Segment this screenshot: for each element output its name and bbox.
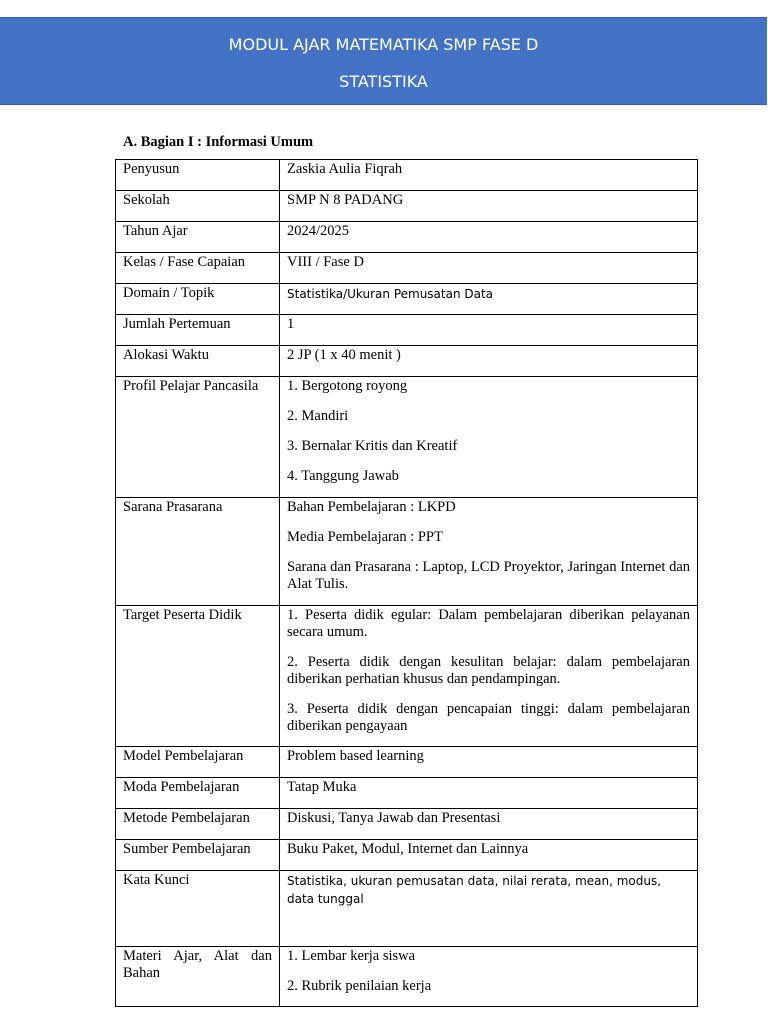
document-subtitle: STATISTIKA [339,72,428,91]
table-row [116,284,698,315]
info-table [115,159,698,1007]
row-label: Kata Kunci [116,871,280,947]
row-label: Model Pembelajaran [116,747,280,778]
row-value: 1. Peserta didik egular: Dalam pembelajaran diberikan pelayanan secara umum. 2. Peserta didik dengan kesulitan belajar: dalam pembelajaran diberikan perhatian khusus dan pendampingan. 3. Peserta didik dengan pencapaian tinggi: dalam pembelajaran diberikan pengayaan [280,606,698,747]
row-value: Problem based learning [280,747,698,778]
document-title: MODUL AJAR MATEMATIKA SMP FASE D [228,35,539,54]
row-value: Tatap Muka [280,778,698,809]
table-row [116,840,698,871]
row-value: 1. Bergotong royong 2. Mandiri 3. Bernalar Kritis dan Kreatif 4. Tanggung Jawab [280,377,698,498]
row-label: Target Peserta Didik [116,606,280,747]
row-value: Zaskia Aulia Fiqrah [280,160,698,191]
document-header-banner [0,17,767,105]
table-row [116,253,698,284]
row-label: Moda Pembelajaran [116,778,280,809]
row-label: Metode Pembelajaran [116,809,280,840]
table-row [116,809,698,840]
table-row [116,778,698,809]
table-row [116,191,698,222]
table-row [116,871,698,947]
row-label: Kelas / Fase Capaian [116,253,280,284]
row-label: Sarana Prasarana [116,498,280,606]
row-value: Buku Paket, Modul, Internet dan Lainnya [280,840,698,871]
row-label: Penyusun [116,160,280,191]
table-row [116,947,698,1007]
table-row [116,160,698,191]
row-label: Sekolah [116,191,280,222]
row-label: Materi Ajar, Alat dan Bahan [116,947,280,1007]
table-row [116,606,698,747]
row-value: SMP N 8 PADANG [280,191,698,222]
row-value: 2 JP (1 x 40 menit ) [280,346,698,377]
row-value: 2024/2025 [280,222,698,253]
row-value: VIII / Fase D [280,253,698,284]
row-value: Statistika, ukuran pemusatan data, nilai rerata, mean, modus, data tunggal [280,871,698,947]
row-value: 1. Lembar kerja siswa 2. Rubrik penilaian kerja [280,947,698,1007]
table-row [116,222,698,253]
row-label: Jumlah Pertemuan [116,315,280,346]
row-label: Domain / Topik [116,284,280,315]
row-value: Diskusi, Tanya Jawab dan Presentasi [280,809,698,840]
table-row [116,747,698,778]
row-value: Bahan Pembelajaran : LKPD Media Pembelajaran : PPT Sarana dan Prasarana : Laptop, LCD Proyektor, Jaringan Internet dan Alat Tulis. [280,498,698,606]
row-value: Statistika/Ukuran Pemusatan Data [280,284,698,315]
section-title: A. Bagian I : Informasi Umum [123,134,314,150]
table-row [116,346,698,377]
table-row [116,377,698,498]
table-row [116,315,698,346]
row-label: Profil Pelajar Pancasila [116,377,280,498]
row-label: Tahun Ajar [116,222,280,253]
table-row [116,498,698,606]
row-label: Sumber Pembelajaran [116,840,280,871]
row-label: Alokasi Waktu [116,346,280,377]
row-value: 1 [280,315,698,346]
